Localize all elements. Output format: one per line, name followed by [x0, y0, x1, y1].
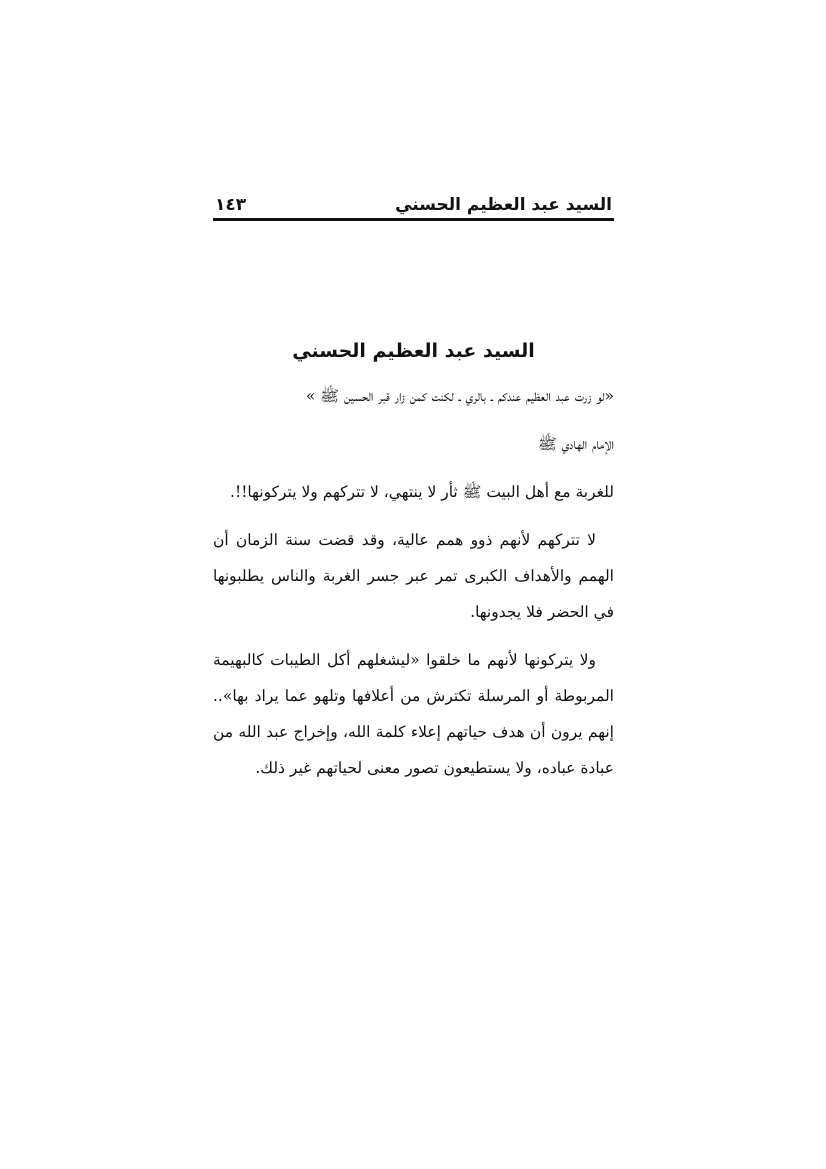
- header-rule: [213, 218, 614, 221]
- running-header: [213, 192, 614, 220]
- paragraph-2: لا تتركهم لأنهم ذوو همم عالية، وقد قضت سنة الزمان أن الهمم والأهداف الكبرى تمر عبر جسر الغربة والناس يطلبونها في الحضر فلا يجدونها.: [213, 531, 614, 621]
- paragraph-1: للغربة مع أهل البيت ﷺ ثأر لا ينتهي، لا تتركهم ولا يتركونها!!.: [230, 483, 614, 501]
- running-header-title: السيد عبد العظيم الحسني: [395, 195, 612, 215]
- page-number: ١٤٣: [215, 195, 247, 215]
- body-text: [213, 378, 614, 798]
- quote-paragraph: «لو زرت عبد العظيم عندكم ـ بالري ـ لكنت كمن زار قبر الحسين ﷺ »: [305, 387, 614, 405]
- chapter-title: السيد عبد العظيم الحسني: [292, 340, 535, 362]
- quote-attribution: الإمام الهادي ﷺ: [538, 435, 614, 453]
- paragraph-3: ولا يتركونها لأنهم ما خلقوا «ليشغلهم أكل الطيبات كالبهيمة المربوطة أو المرسلة تكترش من أعلافها وتلهو عما يراد بها».. إنهم يرون أن هدف حياتهم إعلاء كلمة الله، وإخراج عبد الله من عبادة عباده، ولا يستطيعون تصور معنى لحياتهم غير ذلك.: [213, 651, 614, 777]
